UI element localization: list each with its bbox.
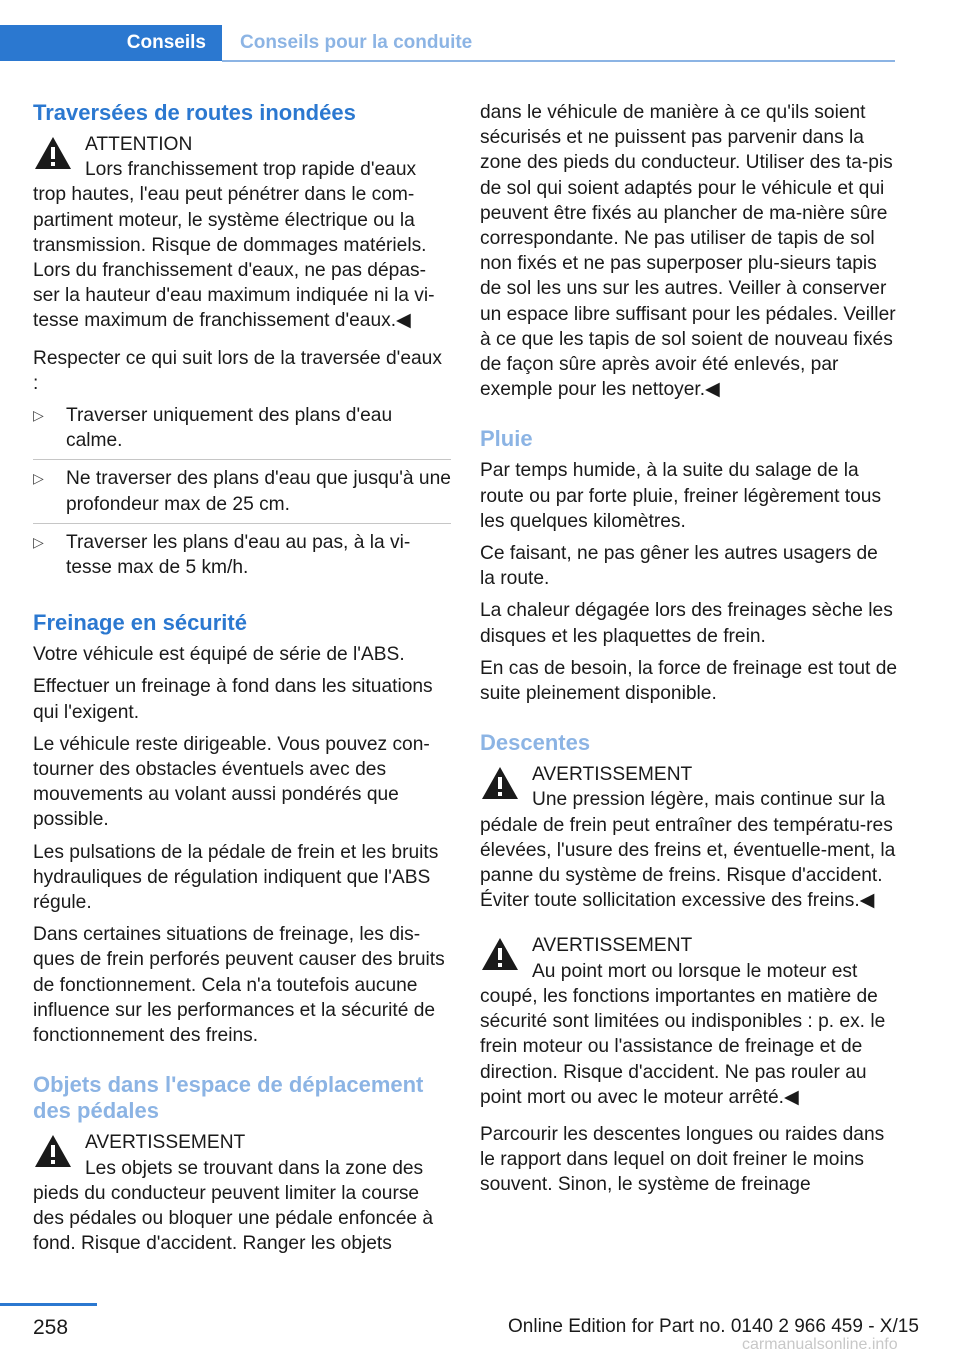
paragraph: Le véhicule reste dirigeable. Vous pouvez con-tourner des obstacles éventuels avec des mouvements au volant aussi pondérés que possible. <box>33 733 430 831</box>
paragraph: Dans certaines situations de freinage, les dis-ques de frein perforés peuvent causer des bruits de fonctionnement. Cela n'a toutefois aucune influence sur les performances et la sécurité de fonctionnement des freins. <box>33 924 445 1047</box>
paragraph: Respecter ce qui suit lors de la traversée d'eaux : <box>33 347 442 394</box>
list-item: ▷ Traverser uniquement des plans d'eau calme. <box>33 403 451 460</box>
triangle-bullet-icon: ▷ <box>33 407 44 424</box>
heading-pedal-objects: Objets dans l'espace de déplacement des pédales <box>33 1072 424 1124</box>
left-column <box>33 100 451 1268</box>
paragraph: Les pulsations de la pédale de frein et les bruits hydrauliques de régulation indiquent que l'ABS régule. <box>33 841 439 914</box>
warning-box <box>33 1130 451 1256</box>
paragraph: Votre véhicule est équipé de série de l'ABS. <box>33 644 405 666</box>
heading-safe-braking: Freinage en sécurité <box>33 610 247 636</box>
warning-title: AVERTISSEMENT <box>85 1132 246 1154</box>
paragraph: La chaleur dégagée lors des freinages sèche les disques et les plaquettes de frein. <box>480 600 893 647</box>
header-rule <box>222 60 895 62</box>
list-item: ▷ Ne traverser des plans d'eau que jusqu'à une profondeur max de 25 cm. <box>33 466 451 523</box>
warning-triangle-icon <box>480 936 520 972</box>
paragraph: En cas de besoin, la force de freinage est tout de suite pleinement disponible. <box>480 657 898 705</box>
footer-rule <box>0 1303 97 1306</box>
watermark: carmanualsonline.info <box>742 1336 898 1353</box>
heading-flooded-roads: Traversées de routes inondées <box>33 100 356 125</box>
section-tab: Conseils <box>0 25 222 61</box>
list-item: ▷ Traverser les plans d'eau au pas, à la vi-tesse max de 5 km/h. <box>33 531 411 579</box>
attention-box <box>33 132 451 334</box>
paragraph: Ce faisant, ne pas gêner les autres usagers de la route. <box>480 543 878 590</box>
triangle-bullet-icon: ▷ <box>33 533 44 550</box>
warning-text: Une pression légère, mais continue sur la pédale de frein peut entraîner des températu-res élevées, l'usure des freins et, éventuelle-ment, la panne du système de freins. Risque d'accident. Éviter toute sollicitation excessive des freins.◀ <box>480 789 896 912</box>
warning-title: AVERTISSEMENT <box>532 935 693 957</box>
warning-text: Lors franchissement trop rapide d'eaux trop hautes, l'eau peut pénétrer dans le com-partiment moteur, le système électrique ou la transmission. Risque de dommages matériels. Lors du franchissement d'eaux, ne pas dépas-ser la hauteur d'eau maximum indiquée ni la vi-tesse maximum de franchissement d'eaux.◀ <box>33 159 435 332</box>
paragraph: dans le véhicule de manière à ce qu'ils soient sécurisés et ne puissent pas parvenir dans la zone des pieds du conducteur. Utiliser des ta-pis de sol qui soient adaptés pour le véhicule et qui peuvent être fixés au plancher de ma-nière sûre correspondante. Ne pas utiliser de tapis de sol non fixés et ne pas superposer plu-sieurs tapis de sol les uns sur les autres. Veiller à conserver un espace libre suffisant pour les pédales. Veiller à ce que les tapis de sol soient de nouveau fixés de façon sûre après avoir été enlevés, par exemple pour les nettoyer.◀ <box>480 102 896 401</box>
warning-box <box>480 933 898 1109</box>
right-column <box>480 100 898 1205</box>
page-header <box>0 25 895 61</box>
edition-note: Online Edition for Part no. 0140 2 966 459 - X/15 <box>508 1316 919 1337</box>
triangle-bullet-icon: ▷ <box>33 470 44 487</box>
warning-box <box>480 762 898 913</box>
paragraph: Effectuer un freinage à fond dans les situations qui l'exigent. <box>33 676 433 723</box>
warning-triangle-icon <box>33 135 73 171</box>
warning-triangle-icon <box>480 765 520 801</box>
subsection-title: Conseils pour la conduite <box>240 32 473 53</box>
heading-rain: Pluie <box>480 426 533 452</box>
heading-descents: Descentes <box>480 730 591 756</box>
warning-text: Les objets se trouvant dans la zone des pieds du conducteur peuvent limiter la course des pédales ou bloquer une pédale enfoncée à fond. Risque d'accident. Ranger les objets <box>33 1157 434 1255</box>
warning-text: Au point mort ou lorsque le moteur est coupé, les fonctions importantes en matière de sécurité sont limitées ou indisponibles : p. ex. le frein moteur ou l'assistance de freinage et de direction. Risque d'accident. Ne pas rouler au point mort ou avec le moteur arrêté.◀ <box>480 960 886 1108</box>
warning-title: ATTENTION <box>85 134 193 155</box>
water-crossing-list <box>33 403 451 586</box>
warning-title: AVERTISSEMENT <box>532 764 693 786</box>
paragraph: Parcourir les descentes longues ou raides dans le rapport dans lequel on doit freiner le moins souvent. Sinon, le système de freinage <box>480 1123 885 1196</box>
page-number: 258 <box>33 1316 69 1339</box>
warning-triangle-icon <box>33 1133 73 1169</box>
paragraph: Par temps humide, à la suite du salage de la route ou par forte pluie, freiner légèrement tous les quelques kilomètres. <box>480 460 882 532</box>
